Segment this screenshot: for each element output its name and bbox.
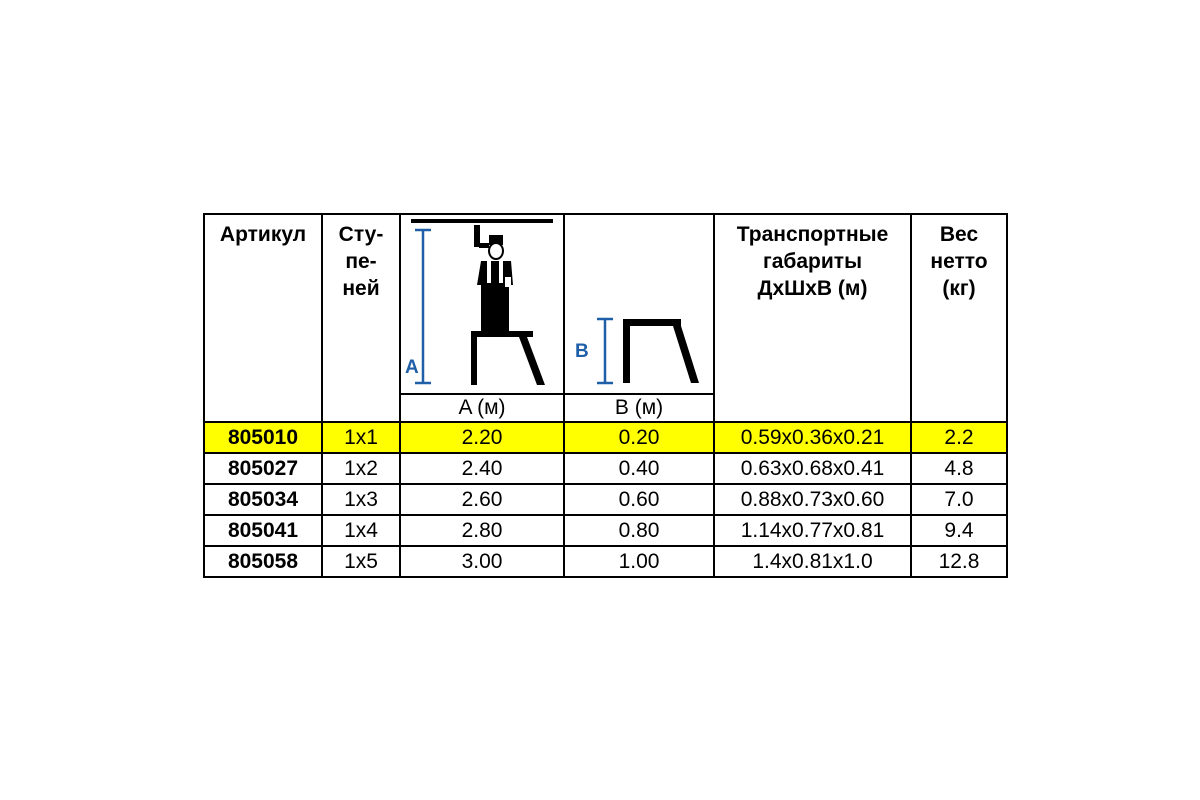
article-cell: 805058: [204, 546, 322, 577]
header-a-unit: A (м): [400, 394, 564, 422]
steps-cell: 1x5: [322, 546, 400, 577]
header-transport-line-1: Транспортные: [736, 223, 889, 246]
steps-cell: 1x4: [322, 515, 400, 546]
a-cell: 2.40: [400, 453, 564, 484]
steps-cell: 1x3: [322, 484, 400, 515]
dims-cell: 0.63x0.68x0.41: [714, 453, 911, 484]
header-weight: [911, 214, 1007, 422]
a-cell: 2.20: [400, 422, 564, 453]
a-cell: 2.60: [400, 484, 564, 515]
article-cell: 805041: [204, 515, 322, 546]
header-steps-line-1: Сту-: [338, 223, 384, 246]
header-a-diagram-cell: [400, 214, 564, 394]
dims-cell: 1.14x0.77x0.81: [714, 515, 911, 546]
header-weight-line-1: Вес: [939, 223, 979, 246]
header-steps-line-3: ней: [342, 277, 380, 300]
table-row: [204, 515, 1007, 546]
a-cell: 3.00: [400, 546, 564, 577]
weight-cell: 9.4: [911, 515, 1007, 546]
header-transport: [714, 214, 911, 422]
b-cell: 0.40: [564, 453, 714, 484]
header-weight-line-3: (кг): [942, 277, 976, 300]
header-row: [204, 214, 1007, 394]
steps-cell: 1x2: [322, 453, 400, 484]
dims-cell: 0.59x0.36x0.21: [714, 422, 911, 453]
table-row: [204, 422, 1007, 453]
step-ladder-icon: [623, 319, 699, 383]
step-height-diagram: [565, 215, 713, 393]
dimension-a-label: A: [405, 357, 419, 378]
header-transport-line-2: габариты: [762, 250, 863, 273]
worker-icon: [474, 225, 513, 333]
b-cell: 0.80: [564, 515, 714, 546]
weight-cell: 2.2: [911, 422, 1007, 453]
header-steps: [322, 214, 400, 422]
weight-cell: 12.8: [911, 546, 1007, 577]
header-b-diagram-cell: [564, 214, 714, 394]
b-cell: 0.60: [564, 484, 714, 515]
header-steps-line-2: пе-: [345, 250, 377, 273]
ladder-height-diagram: [401, 215, 563, 393]
ladder-icon: [471, 331, 545, 385]
header-transport-line-3: ДхШхВ (м): [757, 277, 868, 300]
article-cell: 805027: [204, 453, 322, 484]
article-cell: 805010: [204, 422, 322, 453]
a-cell: 2.80: [400, 515, 564, 546]
ladder-spec-table: [203, 213, 1008, 578]
b-cell: 1.00: [564, 546, 714, 577]
table-row: [204, 546, 1007, 577]
steps-cell: 1x1: [322, 422, 400, 453]
ceiling-line: [411, 219, 553, 223]
header-article: [204, 214, 322, 422]
header-article-label: Артикул: [219, 223, 307, 246]
weight-cell: 4.8: [911, 453, 1007, 484]
article-cell: 805034: [204, 484, 322, 515]
b-cell: 0.20: [564, 422, 714, 453]
table-row: [204, 453, 1007, 484]
dims-cell: 0.88x0.73x0.60: [714, 484, 911, 515]
dimension-b-label: B: [575, 341, 589, 362]
header-b-unit: B (м): [564, 394, 714, 422]
dims-cell: 1.4x0.81x1.0: [714, 546, 911, 577]
table-row: [204, 484, 1007, 515]
header-weight-line-2: нетто: [930, 250, 988, 273]
weight-cell: 7.0: [911, 484, 1007, 515]
